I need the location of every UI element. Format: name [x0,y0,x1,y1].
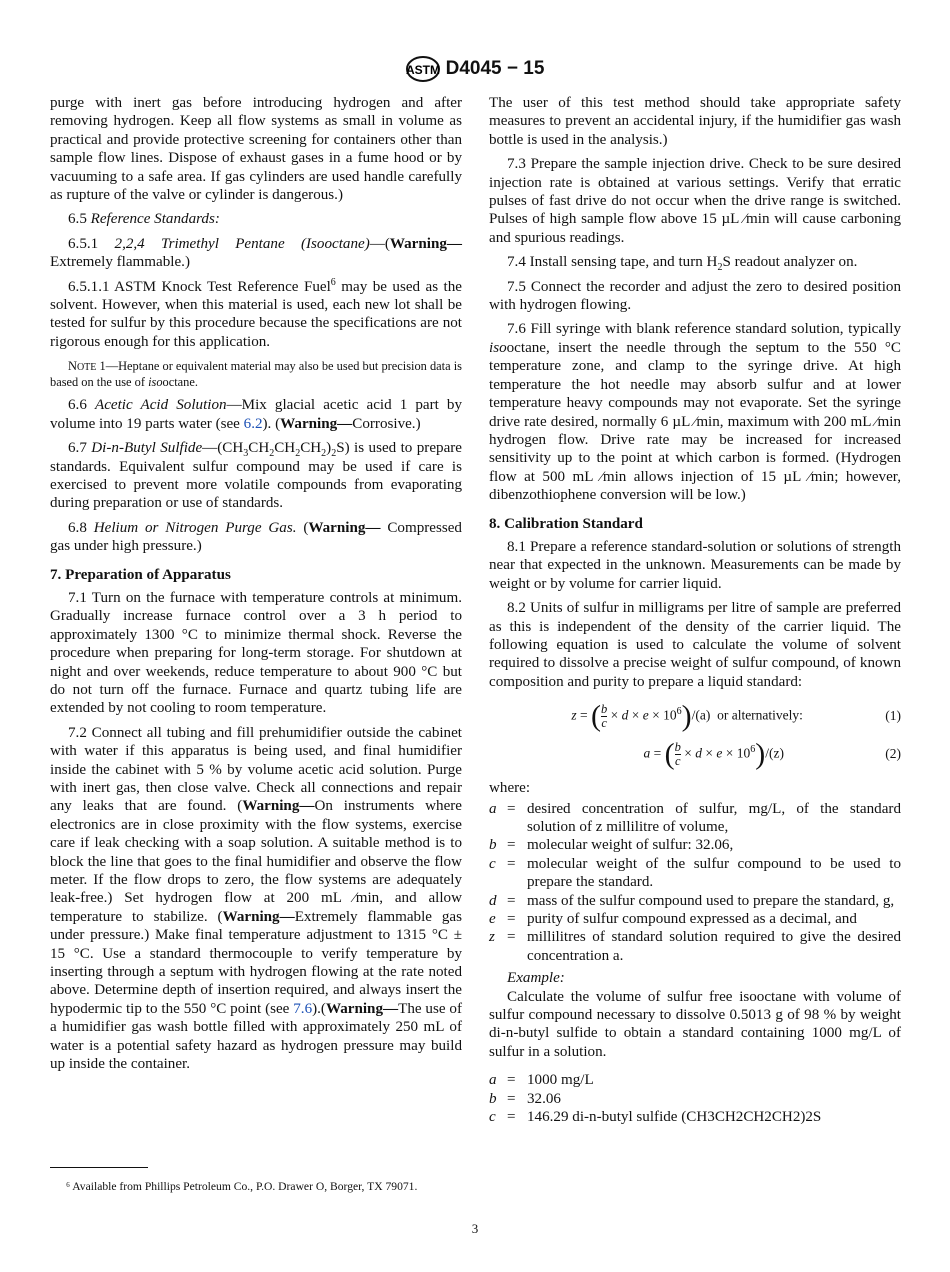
text-run: 8. Calibration Standard [489,515,643,532]
text-run: —(CH [202,440,244,457]
text-run: 8.2 Units of sulfur in milligrams per litre of sample are preferred as this is independent of the density of the carrier liquid. The following equation is used to calculate the volume of solvent required to dissolve a precise weight of sulfur compound, of known composition and purity to prepare a liquid standard: [489,600,901,690]
text-run: 2 [269,448,275,460]
section-link[interactable]: 6.2 [243,415,263,432]
definition-text: mass of the sulfur compound used to prepare the standard, g, [527,892,895,909]
text-run: 7. Preparation of Apparatus [50,566,231,583]
text-run: Warning— [308,519,381,536]
equation-number: (2) [885,745,901,761]
text-run: CH [300,440,322,457]
text-run: Warning— [280,415,353,432]
equation-divisor: /(z) [765,745,784,761]
definition-text: millilitres of standard solution required to give the desired concentration a. [527,929,901,964]
definition-item: c = 146.29 di-n-butyl sulfide (CH3CH2CH2CH2)2S [489,1108,901,1126]
equation: a = ( $\frac{b}{c}$ × $d \times e \times 10^6)/(z)$ (2) [643,736,901,770]
paragraph [50,589,462,718]
text-run: ) [326,440,332,457]
text-run: Corrosive.) [352,415,421,432]
text-run: 7.5 Connect the recorder and adjust the zero to desired position with hydrogen flowing. [489,278,901,314]
paragraph [489,278,901,315]
text-run: iso [489,339,507,356]
text-run: The use of a humidifier gas wash bottle filled with approximately 250 mL of water is a potential safety hazard as hydrogen pressure may build up inside the container. [50,1000,462,1073]
definition-item: z = millilitres of standard solution required to give the desired concentration a. [489,929,901,964]
symbol: b [489,837,497,854]
paragraph [50,396,462,433]
where-label: where: [489,780,531,797]
paragraph [489,94,901,149]
text-run: Helium or Nitrogen Purge Gas. [93,519,297,536]
definition-text: 1000 mg/L [527,1072,594,1089]
paragraph [489,253,901,274]
paragraph [50,724,462,1074]
paragraph [489,538,901,593]
paragraph [489,320,901,504]
footnote: ⁶ Available from Phillips Petroleum Co., P.O. Drawer O, Borger, TX 79071. [66,1180,418,1193]
footnote-rule [50,1167,148,1168]
text-run: iso [148,375,163,390]
text-run: On instruments where electronics are in close proximity with the flow systems, exercise care if leak checking with a soap solution. A suitable method is to block the line that goes to the final humidifier and observe the flow meter. If the flow drops to zero, the flow systems are adequately leak-free.) Set hydrogen flow at 200 mL ⁄min, and allow temperature to stabilize. ( [50,798,462,925]
text-run: 7.1 Turn on the furnace with temperature controls at minimum. Gradually increase furnace control over a 3 h period to approximately 1300 °C to minimize thermal shock. Reverse the procedure when preparing for long-term storage. For shutdown at night and over weekends, reduce temperature to about 900 °C but do not turn off the furnace. Furnace and quartz tubing life are extended by not cooling to room temperature. [50,589,462,717]
example-values [489,1071,901,1126]
definition-item: b = 32.06 [489,1090,901,1108]
text-run: OTE [76,362,97,374]
text-run: Warning— [242,798,315,815]
text-run: 6.5.1 [68,235,115,252]
text-run: octane. [162,375,198,390]
text-run: 7.3 Prepare the sample injection drive. Check to be sure desired injection rate is obtained at various settings. Verify that erratic pulses of fast drive do not occur when the drive range is switched. Pulses of high sample flow above 15 µL ⁄min will cause carboning and spurious readings. [489,156,901,246]
definition-text: purity of sulfur compound expressed as a decimal, and [527,911,857,928]
paragraph [50,278,462,352]
text-run: CH [248,440,270,457]
definition-item: c = molecular weight of the sulfur compound to be used to prepare the standard. [489,855,901,891]
text-run: Acetic Acid Solution [94,397,227,414]
definition-text: molecular weight of the sulfur compound to be used to prepare the standard. [527,855,901,891]
text-run: —Mix glacial acetic acid 1 part by volume into 19 parts water (see [50,397,462,432]
text-run: 2 [295,448,301,460]
symbol: d [489,892,497,909]
definition-text: 146.29 di-n-butyl sulfide (CH3CH2CH2CH2)2S [527,1109,822,1126]
svg-text:ASTM: ASTM [405,63,440,77]
definition-item: d = mass of the sulfur compound used to prepare the standard, g, [489,892,901,910]
symbol: a [489,1072,497,1089]
example-label: Example: [507,970,565,987]
left-column [50,94,462,1080]
symbol: b [489,1090,497,1107]
text-run: ). ( [262,415,281,432]
right-column [489,94,901,1131]
definition-item: b = molecular weight of sulfur: 32.06, [489,836,901,854]
definition-text: desired concentration of sulfur, mg/L, of the standard solution of z millilitre of volume, [527,800,901,835]
definitions-list [489,800,901,966]
text-run: Warning— [389,235,462,252]
text-run: ).( [312,1000,326,1017]
text-run: may be used as the solvent. However, when this material is used, each new lot shall be tested for sulfur by this procedure because the specifications are not rigorous enough for this application. [50,278,462,350]
text-run: Warning— [222,908,295,925]
paragraph [50,439,462,513]
text-run: Di-n-Butyl Sulfide [91,440,203,457]
text-run: Compressed gas under high pressure.) [50,519,462,555]
text-run: 6.6 [68,397,95,414]
definition-text: molecular weight of sulfur: 32.06, [527,837,734,854]
text-run: 2 [321,448,327,460]
paragraph [489,599,901,691]
text-run: Extremely flammable gas under pressure.) Make final temperature adjustment to 1315 °C ± 15 °C. Use a standard thermocouple to verify temperature by inserting through a septum with hydrogen flowing at the rate noted above. Determine depth of insertion required, and always insert the hypodermic tip to the 550 °C point (see [50,908,462,1017]
page-header [0,56,950,82]
paragraph [50,359,462,390]
section-heading [50,566,462,584]
paragraph [50,94,462,204]
equation: z = ( $\frac{b}{c}$ × $d \times e \times 10^6)/(a)$ or alternatively: (1) [571,698,901,732]
text-run: 3 [243,448,249,460]
text-run: 7.6 Fill syringe with blank reference standard solution, typically [507,321,901,338]
definition-item: e = purity of sulfur compound expressed as a decimal, and [489,910,901,928]
symbol: c [489,1109,496,1126]
paragraph [50,210,462,228]
text-run: 2 [717,262,723,274]
text-run: S readout analyzer on. [722,254,858,271]
section-link[interactable]: 7.6 [293,1000,313,1017]
paragraph [489,155,901,247]
text-run: 2 [331,448,337,460]
text-run: 6.8 [68,519,94,536]
symbol: c [489,855,496,872]
text-run: —( [369,235,390,252]
text-run: 6.7 [68,440,92,457]
text-run: octane, insert the needle through the septum to the 550 °C temperature zone, and clamp to the syringe drive. At high temperature the hot needle may absorb sulfur and at lower temperature heavy compounds may not evaporate. Set the syringe drive rate desired, normally 6 µL ⁄min, maximum with 200 mL ⁄min hydrogen flow. Drive rate may be increased for increased sensitivity up to the point at which carbon is formed. (Hydrogen flow at 500 mL ⁄min allows injection of 15 µL ⁄min; however, dibenzothiophene conversion will be low.) [489,339,901,504]
paragraph [50,519,462,556]
text-run: 8.1 Prepare a reference standard-solution or solutions of strength near that expected in the unknown. Measurements can be made by weight or by volume for carrier liquid. [489,538,901,592]
text-run: purge with inert gas before introducing hydrogen and after removing hydrogen. Keep all flow systems as small in volume as practical and provide protective screening for containers other than sample flow lines. Dispose of exhaust gases in a fume hood or by vacuuming to a safe area. If gas cylinders are used handle carefully as rupture of the valve or cylinder is dangerous.) [50,95,462,204]
text-run: 7.4 Install sensing tape, and turn H [507,254,718,271]
definition-item: a = desired concentration of sulfur, mg/L, of the standard solution of z millilitre of volume, [489,800,901,835]
equation-number: (1) [885,707,901,723]
symbol: a [489,800,497,817]
text-run: 2,2,4 Trimethyl Pentane (Isooctane) [114,235,370,252]
paragraph [50,235,462,272]
text-run: 6.5 [68,211,91,228]
section-heading [489,515,901,533]
text-run: 7.2 Connect all tubing and fill prehumidifier outside the cabinet with water if this apparatus is being used, and final humidifier inside the cabinet with 5 % by volume acetic acid solution. Purge with inert gas, then close valve. Check all connections and repair any leaks that are found. ( [50,724,462,815]
text-run: 1—Heptane or equivalent material may also be used but precision data is based on the use of [50,359,462,390]
equation-divisor: /(a) [691,707,711,723]
example-text: Calculate the volume of sulfur free isooctane with volume of sulfur compound necessary to dissolve 0.5013 g of 98 % by weight di-n-butyl sulfide to obtain a standard containing 1000 mg/L of sulfur in a solution. [489,988,901,1060]
footnote-ref[interactable]: 6 [330,276,336,288]
text-run: Reference Standards: [90,211,220,228]
symbol: e [489,911,496,928]
definition-item: a = 1000 mg/L [489,1071,901,1089]
text-run: Extremely flammable.) [50,254,190,271]
astm-logo-icon [406,56,440,82]
text-run: N [68,359,77,374]
text-run: 6.5.1.1 ASTM Knock Test Reference Fuel [68,278,331,295]
definition-text: 32.06 [527,1090,561,1107]
text-run: The user of this test method should take appropriate safety measures to prevent an accidental injury, if the humidifier gas wash bottle is used in the analysis.) [489,95,901,148]
text-run: CH [274,440,296,457]
equations [489,697,901,773]
text-run: ( [296,519,309,536]
symbol: z [489,929,495,946]
text-run: Warning— [325,1000,399,1017]
page-number: 3 [471,1221,479,1236]
text-run: S) is used to prepare standards. Equivalent sulfur compound may be used if care is exercised to prevent more volatile compounds from evaporating during preparation or use of standards. [50,440,462,512]
standard-designation: D4045 − 15 [445,57,545,79]
